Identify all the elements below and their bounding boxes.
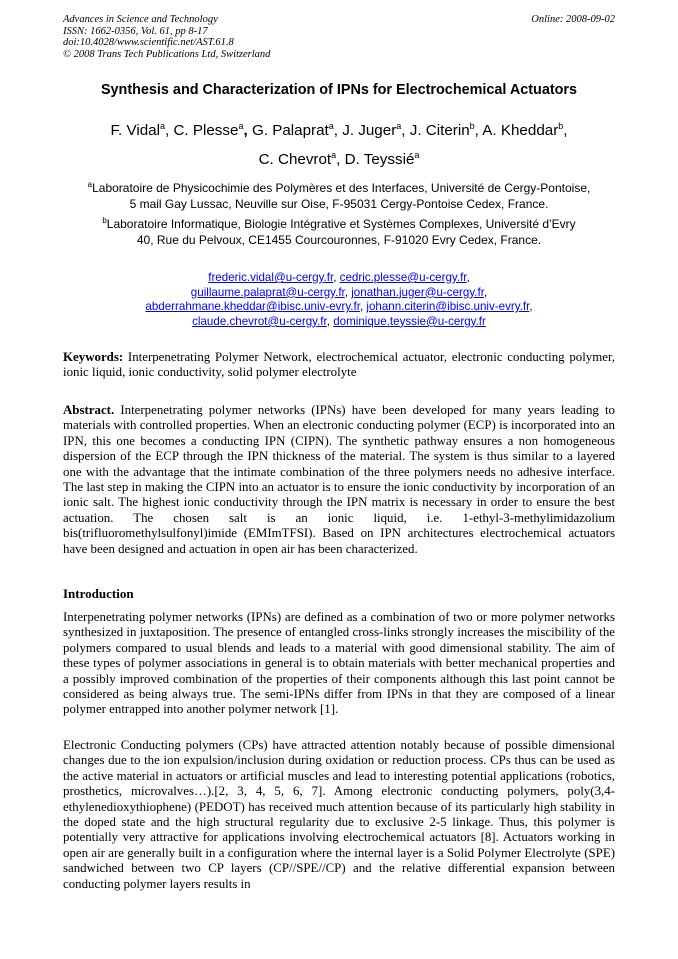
keywords-label: Keywords:: [63, 350, 124, 364]
author: C. Plesse$^a$: [173, 121, 244, 139]
email-link[interactable]: abderrahmane.kheddar@ibisc.univ-evry.fr: [145, 300, 360, 314]
paper-title: Synthesis and Characterization of IPNs for Electrochemical Actuators: [100, 82, 578, 98]
author-list: F. Vidal$^a$, C. Plesse$^a$, G. Palaprat$^a$, J. Juger$^a$, J. Citerin$^b$, A. Kheddar$^b$, C. Chevrot$^a$, D. Teyssié$^a$: [110, 121, 568, 168]
email-link[interactable]: johann.citerin@ibisc.univ-evry.fr: [366, 300, 530, 314]
author: F. Vidal$^a$: [110, 121, 165, 139]
email-link[interactable]: dominique.teyssie@u-cergy.fr: [333, 314, 486, 328]
email-link[interactable]: jonathan.juger@u-cergy.fr: [351, 285, 484, 299]
email-link[interactable]: guillaume.palaprat@u-cergy.fr: [190, 285, 345, 299]
section-heading-introduction: Introduction: [63, 586, 134, 601]
journal-header: [63, 14, 270, 60]
affiliation-a: $^a$Laboratoire de Physicochimie des Polymères et des Interfaces, Université de Cergy-Pontoise, 5 mail Gay Lussac, Neuville sur Oise, F-95031 Cergy-Pontoise Cedex, France.: [87, 180, 591, 211]
doi-line: doi:10.4028/www.scientific.net/AST.61.8: [63, 37, 234, 48]
keywords-paragraph: [63, 350, 615, 381]
author: J. Citerin$^b$: [409, 121, 475, 139]
introduction-paragraph-1: Interpenetrating polymer networks (IPNs) are defined as a combination of two or more polymer networks synthesized in juxtaposition. The presence of entangled cross-links strongly increases the miscibility of the polymers compared to usual blends and leads to a material with good dimensional stability. The aim of these types of polymer associations in general is to obtain materials with better mechanical properties and a possibly improved combination of the properties of their components although this last point cannot be considered as being always true. The semi-IPNs differ from IPNs in that they are composed of a linear polymer entrapped into another polymer network [1].: [63, 610, 615, 717]
abstract-text: Interpenetrating polymer networks (IPNs) have been developed for many years leading to materials with controlled properties. When an electronic conducting polymer (ECP) is incorporated into an IPN, this one becomes a conducting IPN (CIPN). The synthetic pathway ensures a non homogeneous dispersion of the ECP through the IPN thickness of the material. The system is thus similar to a layered one with the advantage that the intimate combination of the three polymers needs no adhesive interface. The last step in making the CIPN into an actuator is to ensure the ionic conductivity by incorporation of an ionic salt. The highest ionic conductivity through the IPN matrix is necessary in order to ensure the best actuation. The chosen salt is an ionic liquid, i.e. 1-ethyl-3-methylimidazolium bis(trifluoromethylsulfonyl)imide (EMImTFSI). Based on IPN architectures electrochemical actuators have been designed and actuation in open air has been characterized.: [63, 403, 615, 556]
email-link[interactable]: cedric.plesse@u-cergy.fr: [339, 271, 467, 284]
issn-line: ISSN: 1662-0356, Vol. 61, pp 8-17: [63, 25, 208, 37]
author: A. Kheddar$^b$: [482, 121, 564, 139]
abstract-paragraph: [63, 403, 615, 557]
keywords-text: Interpenetrating Polymer Network, electrochemical actuator, electronic conducting polymer, ionic liquid, ionic conductivity, solid polymer electrolyte: [63, 350, 615, 380]
journal-name: Advances in Science and Technology: [63, 14, 218, 25]
abstract-label: Abstract.: [63, 403, 115, 417]
author: J. Juger$^a$: [342, 121, 402, 139]
author: C. Chevrot$^a$: [258, 150, 337, 168]
email-block: frederic.vidal@u-cergy.fr, cedric.plesse@u-cergy.fr, guillaume.palaprat@u-cergy.fr, jonathan.juger@u-cergy.fr, abderrahmane.kheddar@ibisc.univ-evry.fr, johann.citerin@ibisc.univ-evry.fr, claude.chevrot@u-cergy.fr, dominique.teyssie@u-cergy.fr: [145, 271, 533, 328]
email-link[interactable]: frederic.vidal@u-cergy.fr: [208, 271, 334, 284]
affiliation-b: $^b$Laboratoire Informatique, Biologie Intégrative et Systèmes Complexes, Université d’Evry 40, Rue du Pelvoux, CE1455 Courcouronnes, F-91020 Evry Cedex, France.: [102, 216, 576, 247]
online-date: Online: 2008-09-02: [531, 14, 615, 25]
author: G. Palaprat$^a$: [251, 121, 334, 139]
introduction-paragraph-2: Electronic Conducting polymers (CPs) have attracted attention notably because of possible dimensional changes due to the ion expulsion/inclusion during oxidation or reduction process. CPs thus can be used as the active material in actuators or artificial muscles and lead to interesting potential applications (robotics, prosthetics, microvalves…).[2, 3, 4, 5, 6, 7]. Among electronic conducting polymers, poly(3,4-ethylenedioxythiophene) (PEDOT) has received much attention because of its particularly high stability in the doped state and the high structural regularity due to exclusive 2-5 linkage. Thus, this polymer is potentially very attractive for applications involving electrochemical actuators [8]. Actuators working in open air are generally built in a configuration where the internal layer is a Solid Polymer Electrolyte (SPE) sandwiched between two CP layers (CP//SPE//CP) and the relative differential expansion between conducting polymer layers results in: [63, 738, 615, 891]
author: D. Teyssié$^a$: [344, 150, 420, 168]
email-link[interactable]: claude.chevrot@u-cergy.fr: [192, 314, 327, 328]
copyright-line: © 2008 Trans Tech Publications Ltd, Switzerland: [63, 48, 271, 60]
